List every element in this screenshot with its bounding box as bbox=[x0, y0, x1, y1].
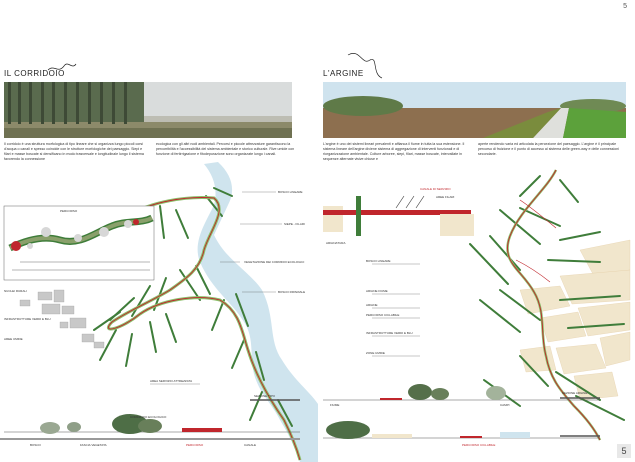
label-area-servizio: AREA SERVIZIO ATTREZZATA bbox=[150, 379, 193, 383]
label-siepe-filari: SIEPE - FILARI bbox=[284, 222, 305, 226]
label-sezione-tipo-left: SEZIONE TIPO bbox=[254, 394, 275, 398]
inset-map-corridoio bbox=[4, 206, 154, 280]
section-title-argine: L'ARGINE bbox=[323, 69, 364, 78]
section-profile-right bbox=[323, 384, 600, 439]
page-number: 5 bbox=[623, 3, 627, 10]
label-aree-umide: AREE UMIDE bbox=[4, 337, 23, 341]
section-title-corridoio: IL CORRIDOIO bbox=[4, 69, 65, 78]
label-canale: CANALE bbox=[244, 443, 257, 447]
label-canale-servizio: CANALE DI SERVIZIO bbox=[420, 187, 451, 191]
label-infrastrutture-left: INFRASTRUTTURE VERDI E BLU bbox=[4, 317, 51, 321]
label-percorso-ciclabile: PERCORSO CICLABILE bbox=[366, 313, 400, 317]
paragraph-argine-2: aperte rendendo varia ed articolata la percezione del paesaggio. L'argine è il principale percorso di fruizione e il punto di accesso al sistema delle green-way e delle connessioni secondarie. bbox=[478, 142, 620, 157]
label-vegetazione: VEGETAZIONE DEI CORRIDOI ECOLOGICI bbox=[244, 260, 305, 264]
label-campi: CAMPI bbox=[500, 403, 510, 407]
label-aree-filari: AREE FILARI bbox=[436, 195, 455, 199]
page-number-badge: 5 bbox=[617, 444, 631, 458]
title-ornament-left bbox=[48, 64, 76, 70]
label-sezione-argine: SEZIONE ARGINE bbox=[562, 391, 588, 395]
label-fiume: FIUME bbox=[330, 403, 340, 407]
label-bosco-lineare-right: BOSCO LINEARE bbox=[366, 259, 391, 263]
label-nuclei-rurali: NUCLEI RURALI bbox=[4, 289, 27, 293]
label-bosco-section: BOSCO bbox=[30, 443, 41, 447]
paragraph-corridoio-2: ecologica con gli altri nodi ambientali. Percorsi e piccole attrezzature garantiscono la percorribilità e l'accessibilità del sistema ambientale e storico culturale. Rive umide con funzione di fertirrigazione e fitodepurazione sono organizzate lungo i canali. bbox=[156, 142, 295, 157]
label-inset-percorso: PERCORSO bbox=[60, 209, 78, 213]
label-bosco-ripariale: BOSCO RIPARIALE bbox=[278, 290, 306, 294]
paragraph-argine-1: L'argine è uno dei sistemi lineari prevalenti e affianca il fiume in tutta la sua estensione. Il sistema lineare dell'argine diviene sistema di aggregazione di interventi funzionali e di riorganizzazione ambientale. Colture arboree, siepi, filari, masse boscate, intervallate in sequenze alternate visive chiuse e bbox=[323, 142, 465, 162]
label-corridoio-ecologico: CORRIDOIO ECOLOGICO bbox=[130, 415, 167, 419]
agricultural-fields bbox=[520, 240, 630, 400]
label-argine: ARGINE bbox=[366, 303, 378, 307]
label-argine-fiume: ARGINE FIUME bbox=[366, 289, 388, 293]
label-arginatura: ARGINATURA bbox=[326, 241, 346, 245]
inset-section-argine bbox=[323, 196, 474, 236]
label-bosco-lineare-left: BOSCO LINEARE bbox=[278, 190, 303, 194]
label-infrastrutture-right: INFRASTRUTTURE VERDI E BLU bbox=[366, 331, 413, 335]
paragraph-corridoio-1: Il corridoio è una struttura morfologica di tipo lineare che si organizza lungo piccoli corsi d'acqua o canali e spesso coincide con le strutture morfologiche dei paesaggio. Siepi e filari e masse boscate si densificano in modo trasversale e longitudinale lungo il sistema favorendo la connessione bbox=[4, 142, 144, 162]
label-zone-umide: ZONE UMIDE bbox=[366, 351, 385, 355]
title-ornament-right bbox=[348, 53, 382, 78]
label-fascia-vegetata: FASCIA VEGETATA bbox=[80, 443, 107, 447]
label-percorso-bottom-right: PERCORSO CICLABILE bbox=[462, 443, 496, 447]
label-percorso-left: PERCORSO bbox=[186, 443, 204, 447]
